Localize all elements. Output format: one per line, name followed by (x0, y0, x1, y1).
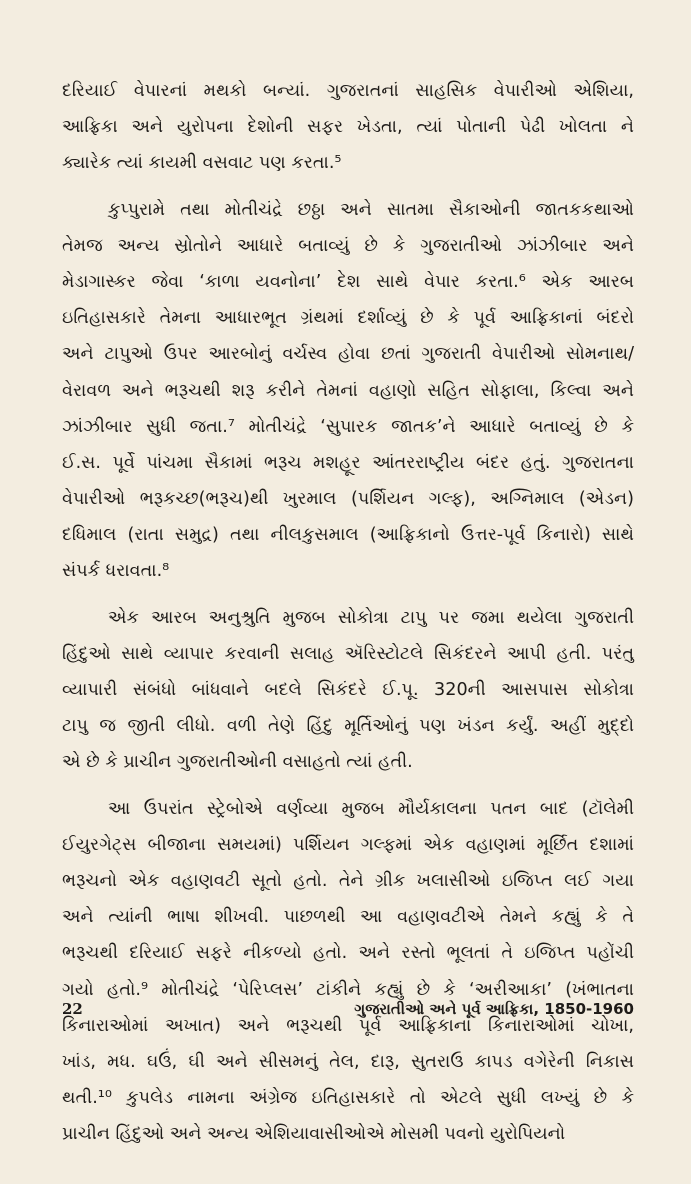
text-line: થતી.¹⁰ કુપલેડ નામના અંગ્રેજ ઇતિહાસકારે તો એટલે સુધી લખ્યું છે કે (62, 1088, 634, 1109)
text-line: વેરાવળ અને ભરૂચથી શરૂ કરીને તેમનાં વહાણો સહિત સોફાલા, કિલ્વા અને (62, 380, 634, 401)
text-line: ક્યારેક ત્યાં કાયમી વસવાટ પણ કરતા.⁵ (62, 153, 342, 174)
text-line: પ્રાચીન હિંદુઓ અને અન્ય એશિયાવાસીઓએ મોસમી પવનો યુરોપિયનો (62, 1124, 566, 1145)
text-line: અને ત્યાંની ભાષા શીખવી. પાછળથી આ વહાણવટીએ તેમને કહ્યું કે તે (62, 907, 634, 928)
text-line: એ છે કે પ્રાચીન ગુજરાતીઓની વસાહતો ત્યાં હતી. (62, 752, 413, 773)
text-line: ગયો હતો.⁹ મોતીચંદ્રે ‘પેરિપ્લસ’ ટાંકીને કહ્યું છે કે ‘અરીઆકા’ (ખંભાતના (62, 979, 634, 1000)
text-line: મેડાગાસ્કર જેવા ‘કાળા યવનોના’ દેશ સાથે વેપાર કરતા.⁶ એક આરબ (62, 271, 634, 292)
text-line: ટાપુ જ જીતી લીધો. વળી તેણે હિંદુ મૂર્તિઓનું પણ ખંડન કર્યું. અહીં મુદ્દો (62, 716, 634, 737)
paragraph (62, 600, 634, 781)
text-line: એક આરબ અનુશ્રુતિ મુજબ સોકોત્રા ટાપુ પર જમા થયેલા ગુજરાતી (108, 607, 634, 628)
paragraph (62, 73, 634, 182)
text-line: આફ્રિકા અને યુરોપના દેશોની સફર ખેડતા, ત્યાં પોતાની પેઢી ખોલતા ને (62, 117, 634, 138)
text-line: દરિયાઈ વેપારનાં મથકો બન્યાં. ગુજરાતનાં સાહસિક વેપારીઓ એશિયા, (62, 81, 634, 101)
text-line: હિંદુઓ સાથે વ્યાપાર કરવાની સલાહ ઍરિસ્ટોટલે સિકંદરને આપી હતી. પરંતુ (62, 643, 634, 664)
page-footer (62, 1000, 634, 1018)
paragraph (62, 791, 634, 1153)
text-line: તેમજ અન્ય સ્રોતોને આધારે બતાવ્યું છે કે ગુજરાતીઓ ઝાંઝીબાર અને (62, 235, 634, 256)
text-line: ઝાંઝીબાર સુધી જતા.⁷ મોતીચંદ્રે ‘સુપારક જાતક’ને આધારે બતાવ્યું છે કે (62, 416, 634, 437)
text-line: ખાંડ, મધ. ઘઉં, ઘી અને સીસમનું તેલ, દારૂ, સુતરાઉ કાપડ વગેરેની નિકાસ (62, 1051, 634, 1072)
text-line: ભરૂચનો એક વહાણવટી સૂતો હતો. તેને ગ્રીક ખલાસીઓ ઇજિપ્ત લઈ ગયા (62, 870, 634, 891)
text-line: દધિમાલ (રાતા સમુદ્ર) તથા નીલકુસમાલ (આફ્રિકાનો ઉત્તર-પૂર્વ કિનારો) સાથે (62, 525, 634, 546)
text-line: ભરૂચથી દરિયાઈ સફરે નીકળ્યો હતો. અને રસ્તો ભૂલતાં તે ઇજિપ્ત પહોંચી (62, 943, 634, 964)
text-line: કિનારાઓમાં અખાત) અને ભરૂચથી પૂર્વ આફ્રિકાના કિનારાઓમાં ચોખા, (62, 1015, 634, 1036)
text-line: સંપર્ક ધરાવતા.⁸ (62, 561, 170, 582)
text-line: અને ટાપુઓ ઉપર આરબોનું વર્ચસ્વ હોવા છતાં ગુજરાતી વેપારીઓ સોમનાથ/ (62, 344, 634, 365)
text-line: આ ઉપરાંત સ્ટ્રેબોએ વર્ણવ્યા મુજબ મૌર્યકાલના પતન બાદ (ટૉલેમી (108, 798, 634, 819)
paragraph (62, 192, 634, 590)
text-line: કુપ્પુરામે તથા મોતીચંદ્રે છઠ્ઠા અને સાતમા સૈકાઓની જાતકકથાઓ (108, 199, 634, 220)
page-number: 22 (62, 1000, 83, 1018)
text-line: વ્યાપારી સંબંધો બાંધવાને બદલે સિકંદરે ઈ.પૂ. 320ની આસપાસ સોકોત્રા (62, 680, 634, 700)
text-line: ઇતિહાસકારે તેમના આધારભૂત ગ્રંથમાં દર્શાવ્યું છે કે પૂર્વ આફ્રિકાનાં બંદરો (62, 308, 634, 329)
text-line: ઈ.સ. પૂર્વે પાંચમા સૈકામાં ભરૂચ મશહૂર આંતરરાષ્ટ્રીય બંદર હતું. ગુજરાતના (62, 452, 634, 473)
running-title: ગુજરાતીઓ અને પૂર્વ આફ્રિકા, 1850-1960 (354, 1000, 634, 1018)
text-line: ઈયુરગેટ્સ બીજાના સમયમાં) પર્શિયન ગલ્ફમાં એક વહાણમાં મૂર્છિત દશામાં (62, 834, 634, 855)
text-line: વેપારીઓ ભરૂકચ્છ(ભરૂચ)થી ખુરમાલ (પર્શિયન ગલ્ફ), અગ્નિમાલ (એડન) (62, 489, 634, 510)
